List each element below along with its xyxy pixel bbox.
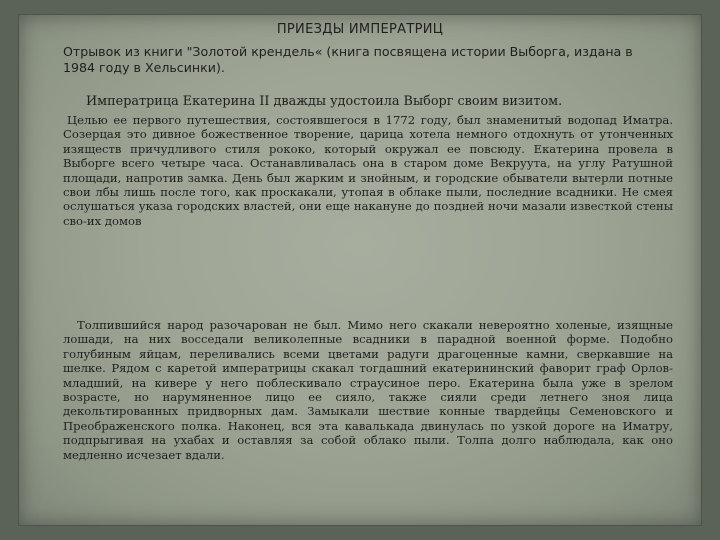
intro-line: Императрица Екатерина II дважды удостоила Выборг своим визитом. xyxy=(86,94,563,109)
paragraph-2: Толпившийся народ разочарован не был. Мимо него скакали невероятно холеные, изящные лошади, на них восседали великолепные всадники в парадной военной форме. Подобно голубиным яйцам, переливались всеми цветами радуги драгоценные камни, сверкавшие на шелке. Рядом с каретой императрицы скакал тогдашний екатерининский фаворит граф Орлов-младший, на кивере у него поблескивало страусиное перо. Екатерина была уже в зрелом возрасте, но нарумяненное лицо ее сияло, также сияли среди летнего зноя лица декольтированных придворных дам. Замыкали шествие конные твардейцы Семеновского и Преображенского полка. Наконец, вся эта кавалькада двинулась по узкой дороге на Иматру, подпрыгивая на ухабах и оставляя за собой облако пыли. Толпа долго наблюдала, как оно медленно исчезает вдали. xyxy=(63,318,673,462)
page-title: ПРИЕЗДЫ ИМПЕРАТРИЦ xyxy=(276,22,444,37)
subtitle: Отрывок из книги "Золотой крендель« (книга посвящена истории Выборга, издана в 1984 году в Хельсинки). xyxy=(63,44,633,75)
paragraph-1: Целью ее первого путешествия, состоявшегося в 1772 году, был знаменитый водопад Иматра. Созерцая это дивное божественное творение, царица хотела немного отдохнуть от утонченных изяществ причудливого стиля рококо, который окружал ее повсюду. Екатерина провела в Выборге всего четыре часа. Останавливалась она в старом доме Векруута, на углу Ратушной площади, напротив замка. День был жарким и знойным, и городские обыватели вытерли потные свои лбы лишь после того, как проскакали, утопая в облаке пыли, последние всадники. Не смея ослушаться указа городских властей, они еще накануне до поздней ночи мазали известкой стены сво-их домов xyxy=(63,113,673,228)
